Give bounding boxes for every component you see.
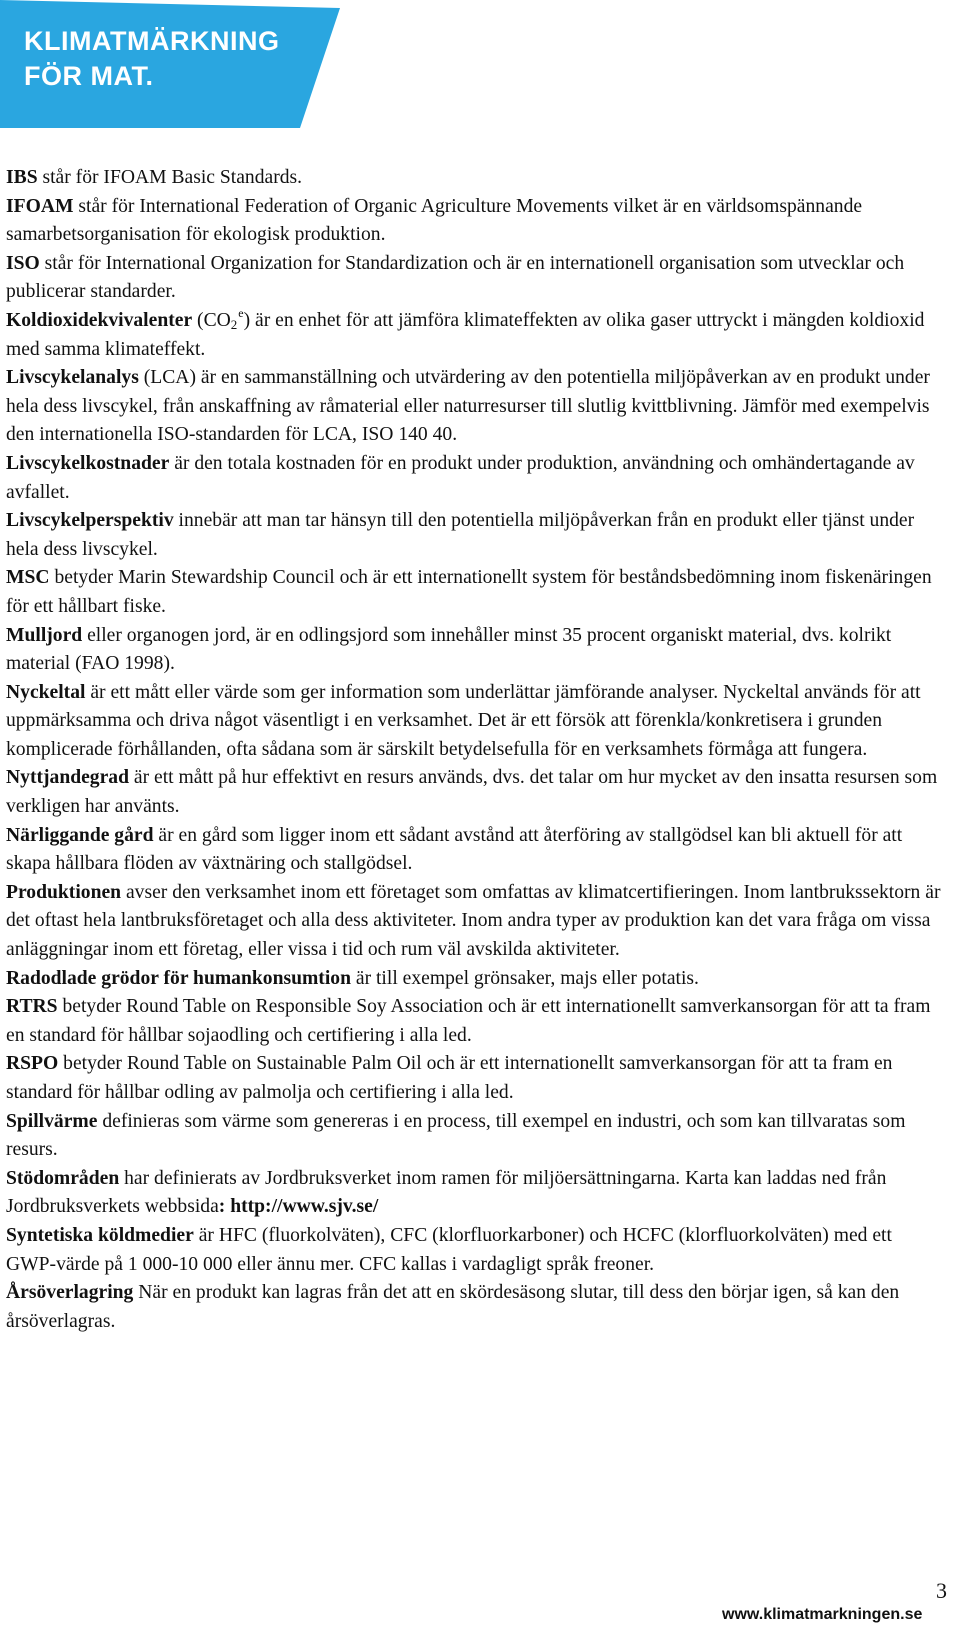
glossary-term: ISO xyxy=(6,252,40,274)
glossary-definition: är den totala kostnaden för en produkt under produktion, användning och omhändertagande av avfallet. xyxy=(6,452,915,503)
glossary-definition: eller organogen jord, är en odlingsjord som innehåller minst 35 procent organiskt material, dvs. kolrikt material (FAO 1998). xyxy=(6,624,892,675)
glossary-text-pre: (CO xyxy=(192,309,231,331)
glossary-definition: betyder Round Table on Sustainable Palm Oil och är ett internationellt samverkansorgan för att ta fram en standard för hållbar odling av palmolja och certifiering i alla led. xyxy=(6,1053,893,1103)
glossary-entry xyxy=(6,364,946,450)
glossary-term: IFOAM xyxy=(6,195,74,217)
glossary-term: MSC xyxy=(6,567,50,589)
glossary-term: Produktionen xyxy=(6,881,122,903)
glossary-entry xyxy=(6,1222,946,1279)
subscript: 2 xyxy=(230,316,238,332)
glossary-term: Mulljord xyxy=(6,624,83,646)
glossary-definition: innebär att man tar hänsyn till den potentiella miljöpåverkan från en produkt eller tjänst under hela dess livscykel. xyxy=(6,510,915,560)
glossary-term: RSPO xyxy=(6,1053,59,1075)
glossary-term: Nyckeltal xyxy=(6,681,86,703)
glossary-term: Årsöverlagring xyxy=(6,1282,134,1304)
glossary-entry xyxy=(6,564,946,621)
glossary-definition: är HFC (fluorkolväten), CFC (klorfluorkarboner) och HCFC (klorfluorkolväten) med ett GWP-värde på 1 000-10 000 eller ännu mer. CFC kallas i vardagligt språk freoner. xyxy=(6,1224,892,1275)
website-url: www.klimatmarkningen.se xyxy=(722,1606,923,1623)
glossary-definition: står för IFOAM Basic Standards. xyxy=(37,167,303,188)
glossary-term: Stödområden xyxy=(6,1167,120,1189)
glossary-definition: står för International Organization for Standardization och är en internationell organisation som utvecklar och publicerar standarder. xyxy=(6,252,905,303)
glossary-term: Nyttjandegrad xyxy=(6,767,129,789)
glossary-term: Radodlade grödor för humankonsumtion xyxy=(6,967,351,989)
glossary-definition: betyder Marin Stewardship Council och är ett internationellt system för beståndsbedömning inom fiskenäringen för ett hållbart fiske. xyxy=(6,567,932,617)
glossary-entry xyxy=(6,307,946,364)
glossary-definition: När en produkt kan lagras från det att en skördesäsong slutar, till dess den börjar igen, så kan den årsöverlagras. xyxy=(6,1282,900,1332)
glossary-entry xyxy=(6,507,946,564)
glossary-definition: avser den verksamhet inom ett företaget som omfattas av klimatcertifieringen. Inom lantbrukssektorn är det oftast hela lantbruksföretaget och alla dess aktiviteter. Inom andra typer av produktion kan det vara fråga om vissa anläggningar inom ett företag, eller vissa i tid och rum väl avskilda aktiviteter. xyxy=(6,881,941,961)
superscript: e xyxy=(238,305,244,320)
glossary-definition: betyder Round Table on Responsible Soy Association och är ett internationellt samverkansorgan för att ta fram en standard för hållbar sojaodling och certifiering i alla led. xyxy=(6,996,931,1046)
link-text: : http://www.sjv.se/ xyxy=(218,1196,379,1218)
glossary-definition: har definierats av Jordbruksverket inom ramen för miljöersättningarna. Karta kan laddas ned från Jordbruksverkets webbsida xyxy=(6,1167,887,1218)
glossary-term: Närliggande gård xyxy=(6,824,154,846)
glossary-entry xyxy=(6,1165,946,1222)
glossary-entry xyxy=(6,1108,946,1165)
glossary-definition: är en gård som ligger inom ett sådant avstånd att återföring av stallgödsel kan bli aktuell för att skapa hållbara flöden av växtnäring och stallgödsel. xyxy=(6,824,903,875)
glossary-term: Livscykelkostnader xyxy=(6,452,170,474)
logo-line-1: KLIMATMÄRKNING xyxy=(24,26,280,56)
glossary-entry xyxy=(6,679,946,765)
glossary-entry xyxy=(6,822,946,879)
logo-banner-icon xyxy=(0,0,360,135)
glossary-definition: ) är en enhet för att jämföra klimateffekten av olika gaser uttryckt i mängden koldioxid med samma klimateffekt. xyxy=(6,309,925,360)
logo-line-2: FÖR MAT. xyxy=(24,61,154,91)
glossary-definition: är till exempel grönsaker, majs eller potatis. xyxy=(350,967,699,989)
glossary-entry xyxy=(6,965,946,994)
glossary-definition: (LCA) är en sammanställning och utvärdering av den potentiella miljöpåverkan av en produkt under hela dess livscykel, från anskaffning av råmaterial eller naturresurser till slutlig kvittblivning. Jämför med exempelvis den internationella ISO-standarden för LCA, ISO 140 40. xyxy=(6,367,930,446)
glossary xyxy=(6,164,946,1336)
glossary-entry xyxy=(6,993,946,1050)
page-number: 3 xyxy=(936,1578,947,1603)
logo xyxy=(0,0,360,135)
glossary-term: RTRS xyxy=(6,996,58,1018)
glossary-term: Spillvärme xyxy=(6,1110,98,1132)
glossary-entry xyxy=(6,164,946,193)
glossary-entry xyxy=(6,879,946,965)
glossary-term: IBS xyxy=(6,167,38,188)
glossary-entry xyxy=(6,250,946,307)
glossary-definition: är ett mått eller värde som ger information som underlättar jämförande analyser. Nyckeltal används för att uppmärksamma och driva något väsentligt i en verksamhet. Det är ett försök att förenkla/konkretisera i grunden komplicerade förhållanden, ofta sådana som är särskilt betydelsefulla för en verksamhets förmåga att fungera. xyxy=(6,681,921,760)
glossary-term: Livscykelperspektiv xyxy=(6,510,174,532)
glossary-term: Koldioxidekvivalenter xyxy=(6,309,193,331)
glossary-term: Livscykelanalys xyxy=(6,367,139,389)
glossary-entry xyxy=(6,622,946,679)
glossary-entry xyxy=(6,764,946,821)
glossary-entry xyxy=(6,1279,946,1336)
glossary-entry xyxy=(6,450,946,507)
glossary-entry xyxy=(6,1050,946,1107)
glossary-entry xyxy=(6,193,946,250)
glossary-definition: definieras som värme som genereras i en process, till exempel en industri, och som kan tillvaratas som resurs. xyxy=(6,1110,906,1161)
glossary-term: Syntetiska köldmedier xyxy=(6,1224,194,1246)
glossary-definition: är ett mått på hur effektivt en resurs används, dvs. det talar om hur mycket av den insatta resursen som verkligen har använts. xyxy=(6,767,938,818)
glossary-definition: står för International Federation of Organic Agriculture Movements vilket är en världsomspännande samarbetsorganisation för ekologisk produktion. xyxy=(6,195,863,246)
